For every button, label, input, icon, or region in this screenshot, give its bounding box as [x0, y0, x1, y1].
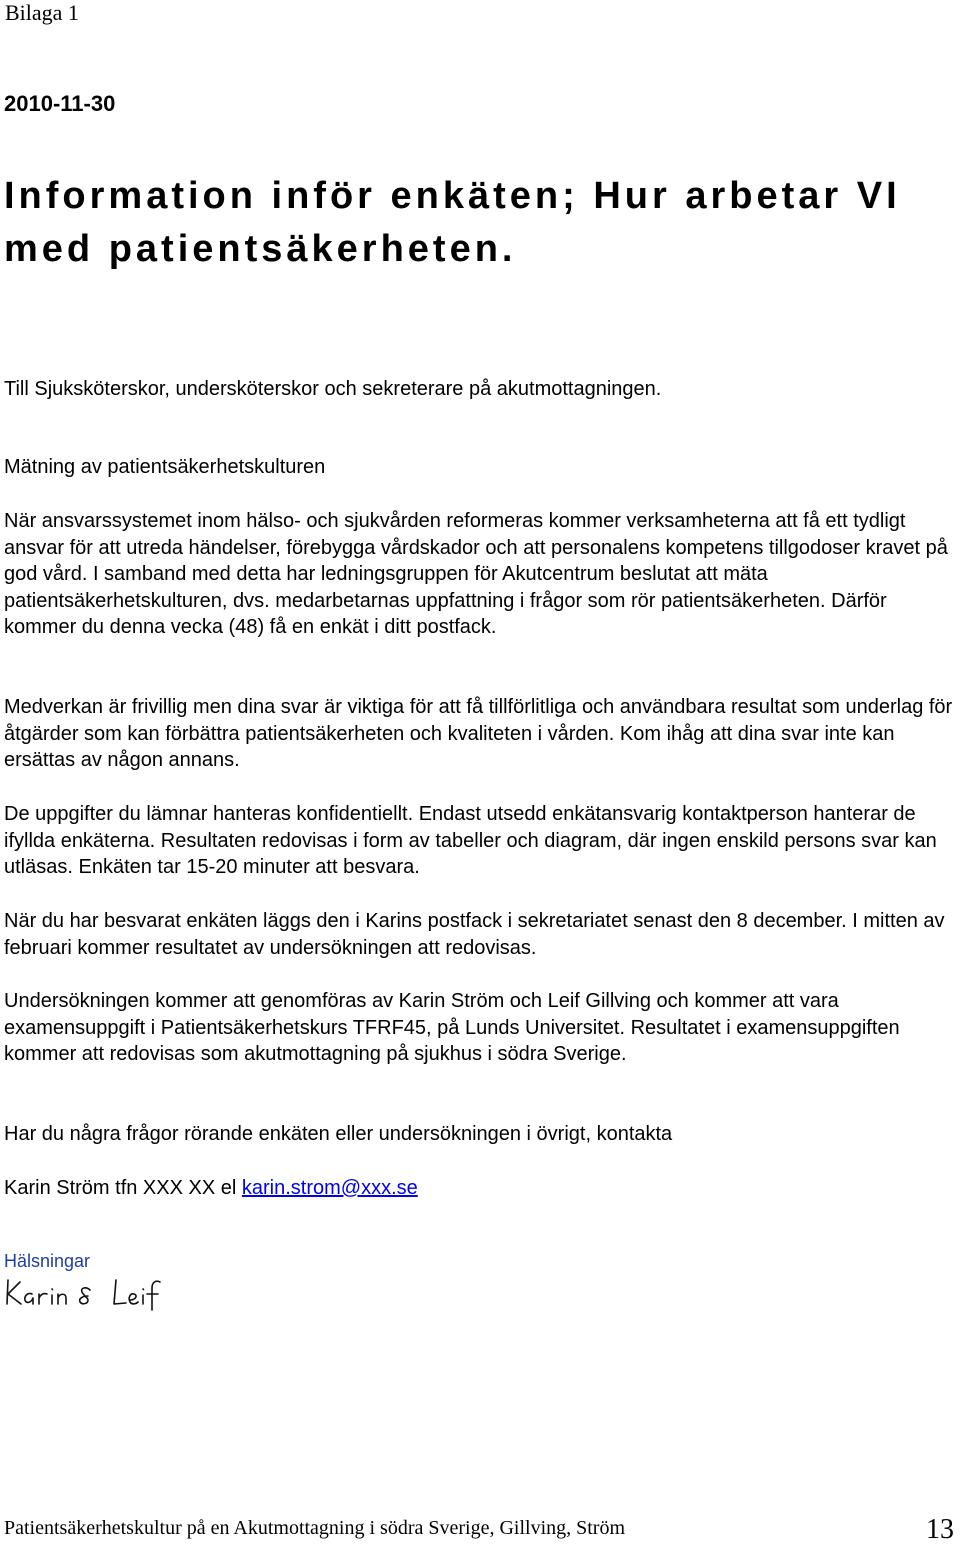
email-link[interactable]: karin.strom@xxx.se [241, 1177, 418, 1199]
body-paragraph: Medverkan är frivillig men dina svar är viktiga för att få tillförlitliga och användbara resultat som underlag för åtgärder som kan förbättra patientsäkerheten och kvaliteten i vården. Kom ihåg att dina svar inte kan ersättas av någon annans. [4, 696, 953, 771]
body-paragraph: Undersökningen kommer att genomföras av Karin Ström och Leif Gillving och kommer att vara examensuppgift i Patientsäkerhetskurs TFRF45, på Lunds Universitet. Resultatet i examensuppgiften kommer att redovisas som akutmottagning på sjukhus i södra Sverige. [4, 990, 900, 1065]
document-date: 2010-11-30 [4, 91, 116, 116]
document-title: Information inför enkäten; Hur arbetar VI med patientsäkerheten. [4, 175, 901, 270]
contact-prefix: Karin Ström tfn XXX XX el [4, 1177, 242, 1199]
body-paragraph: De uppgifter du lämnar hanteras konfidentiellt. Endast utsedd enkätansvarig kontaktperson hanterar de ifyllda enkäterna. Resultaten redovisas i form av tabeller och diagram, där ingen enskild persons svar kan utläsas. Enkäten tar 15-20 minuter att besvara. [4, 803, 937, 878]
contact-prompt: Har du några frågor rörande enkäten eller undersökningen i övrigt, kontakta [4, 1123, 673, 1145]
section-heading: Mätning av patientsäkerhetskulturen [4, 456, 326, 478]
attachment-label: Bilaga 1 [5, 0, 79, 25]
page-number: 13 [926, 1514, 954, 1545]
footer-text: Patientsäkerhetskultur på en Akutmottagning i södra Sverige, Gillving, Ström [4, 1517, 626, 1539]
recipients-line: Till Sjuksköterskor, undersköterskor och sekreterare på akutmottagningen. [4, 378, 662, 400]
handwritten-signature [2, 1270, 182, 1312]
contact-line [4, 1175, 954, 1202]
closing-greeting: Hälsningar [4, 1251, 91, 1271]
body-paragraph: När ansvarssystemet inom hälso- och sjukvården reformeras kommer verksamheterna att få ett tydligt ansvar för att utreda händelser, förebygga vårdskador och att personalens kompetens tillgodoser kravet på god vård. I samband med detta har ledningsgruppen för Akutcentrum beslutat att mäta patientsäkerhetskulturen, dvs. medarbetarnas uppfattning i frågor som rör patientsäkerheten. Därför kommer du denna vecka (48) få en enkät i ditt postfack. [4, 510, 948, 638]
body-paragraph: När du har besvarat enkäten läggs den i Karins postfack i sekretariatet senast den 8 december. I mitten av februari kommer resultatet av undersökningen att redovisas. [4, 910, 945, 959]
